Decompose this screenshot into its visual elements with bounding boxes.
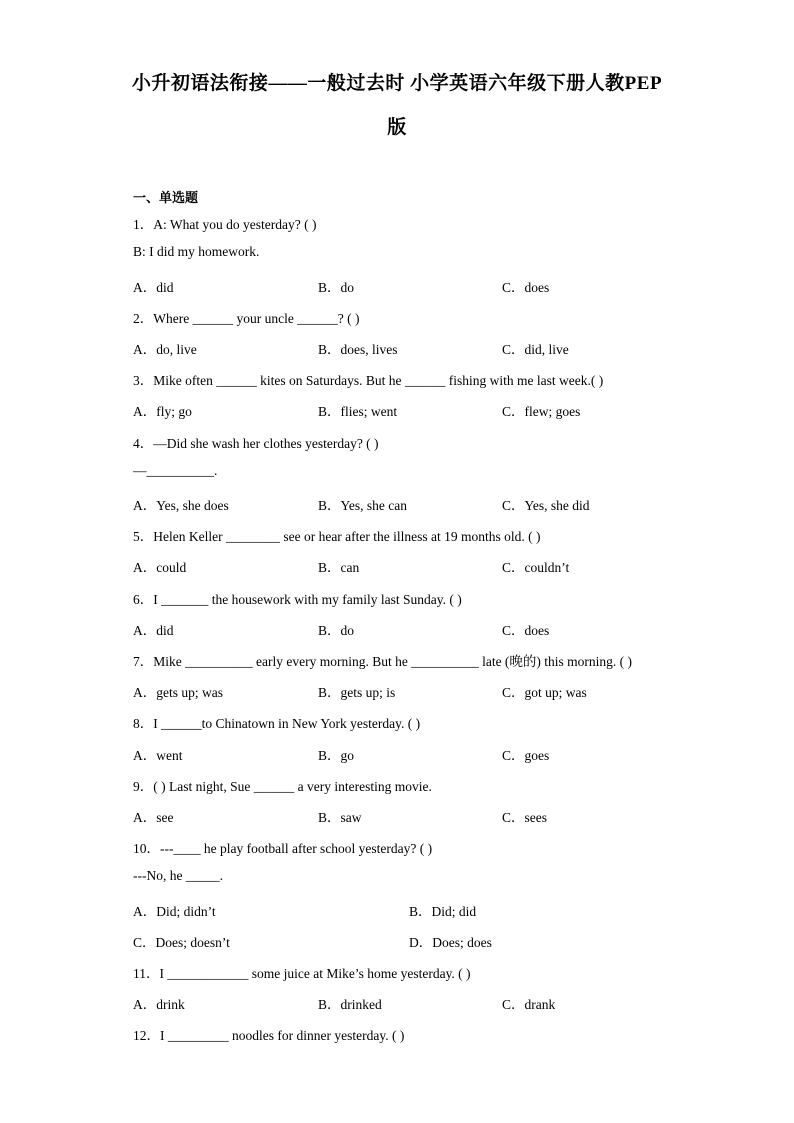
question-3-option-c: C．flew; goes [502,404,581,419]
question-3-option-a: A．fly; go [133,404,192,419]
question-9-text: 9．( ) Last night, Sue ______ a very interesting movie. [133,779,432,794]
question-7-option-c: C．got up; was [502,685,587,700]
question-7-text: 7．Mike __________ early every morning. But he __________ late (晚的) this morning. ( ) [133,654,633,669]
question-3-option-b: B．flies; went [318,404,398,419]
question-10-text: 10．---____ he play football after school yesterday? ( ) [133,841,433,856]
question-10-option-d: D．Does; does [409,935,492,950]
question-4-option-b: B．Yes, she can [318,498,408,513]
question-12-text: 12．I _________ noodles for dinner yesterday. ( ) [133,1028,405,1043]
question-10-option-c: C．Does; doesn’t [133,935,230,950]
question-5-option-b: B．can [318,560,360,575]
question-1-text: 1．A: What you do yesterday? ( ) [133,217,317,232]
question-6-option-a: A．did [133,623,174,638]
question-2-option-c: C．did, live [502,342,569,357]
question-11-option-a: A．drink [133,997,185,1012]
question-9-option-b: B．saw [318,810,362,825]
question-1-option-a: A．did [133,280,174,295]
question-8-option-a: A．went [133,748,183,763]
page-title-line-1: 小升初语法衔接——一般过去时 小学英语六年级下册人教PEP [131,73,663,94]
question-8-option-b: B．go [318,748,355,763]
question-7-option-b: B．gets up; is [318,685,396,700]
question-4-option-c: C．Yes, she did [502,498,590,513]
question-3-text: 3．Mike often ______ kites on Saturdays. But he ______ fishing with me last week.( ) [133,373,604,388]
question-8-option-c: C．goes [502,748,550,763]
question-1-option-b: B．do [318,280,355,295]
question-1-option-c: C．does [502,280,550,295]
question-6-option-c: C．does [502,623,550,638]
question-4-option-a: A．Yes, she does [133,498,229,513]
question-11-option-c: C．drank [502,997,556,1012]
question-8-text: 8．I ______to Chinatown in New York yesterday. ( ) [133,716,421,731]
question-6-text: 6．I _______ the housework with my family last Sunday. ( ) [133,592,462,607]
question-10-answer-line: ---No, he _____. [133,868,223,883]
question-11-text: 11．I ____________ some juice at Mike’s home yesterday. ( ) [133,966,471,981]
question-1-answer-line: B: I did my homework. [133,244,260,259]
question-4-answer-line: —__________. [133,463,218,478]
question-10-option-a: A．Did; didn’t [133,904,216,919]
question-9-option-a: A．see [133,810,174,825]
question-2-option-a: A．do, live [133,342,197,357]
question-2-text: 2．Where ______ your uncle ______? ( ) [133,311,360,326]
question-9-option-c: C．sees [502,810,547,825]
question-5-option-a: A．could [133,560,187,575]
question-5-option-c: C．couldn’t [502,560,570,575]
question-2-option-b: B．does, lives [318,342,398,357]
section-heading: 一、单选题 [133,190,199,205]
question-4-text: 4．—Did she wash her clothes yesterday? ( ) [133,436,379,451]
question-7-option-a: A．gets up; was [133,685,223,700]
question-10-option-b: B．Did; did [409,904,477,919]
page-title-line-2: 版 [387,117,407,138]
question-11-option-b: B．drinked [318,997,382,1012]
question-5-text: 5．Helen Keller ________ see or hear after the illness at 19 months old. ( ) [133,529,541,544]
question-6-option-b: B．do [318,623,355,638]
